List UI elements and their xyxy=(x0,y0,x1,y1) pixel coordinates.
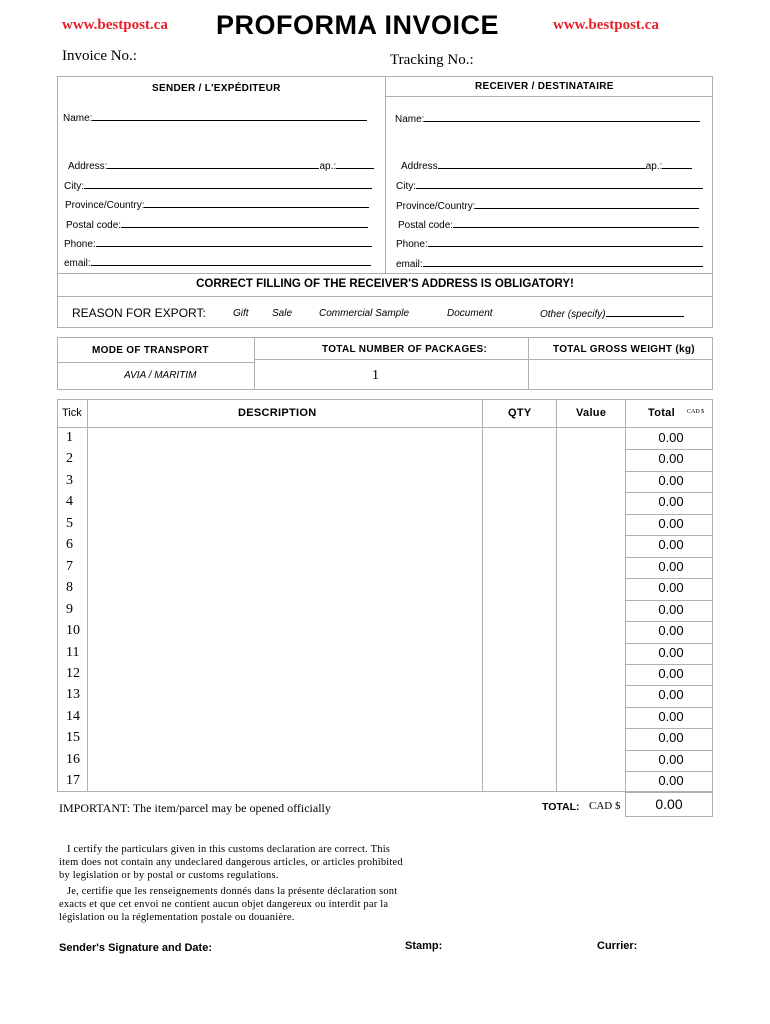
sender-phone-field[interactable] xyxy=(64,238,376,250)
col-header-value: Value xyxy=(576,407,607,419)
row-number: 6 xyxy=(66,537,73,553)
row-number: 12 xyxy=(66,665,80,681)
row-total[interactable]: 0.00 xyxy=(658,751,684,767)
reason-option-other[interactable] xyxy=(540,308,684,320)
row-number: 3 xyxy=(66,472,73,488)
row-number: 13 xyxy=(66,687,80,703)
row-total[interactable]: 0.00 xyxy=(658,665,684,681)
total-packages-value[interactable]: 1 xyxy=(372,368,379,383)
sender-province-label: Province/Country: xyxy=(65,200,145,211)
row-total-line xyxy=(625,600,713,601)
receiver-name-label: Name: xyxy=(395,114,425,125)
row-total[interactable]: 0.00 xyxy=(658,558,684,574)
row-total[interactable]: 0.00 xyxy=(658,623,684,639)
sender-address-label: Address: xyxy=(68,161,108,172)
row-total[interactable]: 0.00 xyxy=(658,537,684,553)
important-note: IMPORTANT: The item/parcel may be opened officially xyxy=(59,801,331,815)
row-total[interactable]: 0.00 xyxy=(658,601,684,617)
sender-phone-label: Phone: xyxy=(64,239,96,250)
row-number: 11 xyxy=(66,644,80,660)
total-packages-label: TOTAL NUMBER OF PACKAGES: xyxy=(322,344,488,355)
grand-total-value[interactable]: 0.00 xyxy=(655,796,683,812)
sender-postal-label: Postal code: xyxy=(66,220,122,231)
sender-city-label: City: xyxy=(64,181,84,192)
receiver-email-label: email: xyxy=(396,259,423,270)
row-number: 17 xyxy=(66,773,80,789)
currier-label[interactable]: Currier: xyxy=(597,940,638,952)
tick-column-line xyxy=(87,399,88,792)
row-total-line xyxy=(625,578,713,579)
row-total-line xyxy=(625,492,713,493)
address-bottom-line xyxy=(57,273,713,274)
sender-name-label: Name: xyxy=(63,113,93,124)
receiver-phone-label: Phone: xyxy=(396,239,428,250)
row-total-line xyxy=(625,771,713,772)
row-total-line xyxy=(625,535,713,536)
row-total[interactable]: 0.00 xyxy=(658,644,684,660)
row-total[interactable]: 0.00 xyxy=(658,773,684,789)
row-total-line xyxy=(625,514,713,515)
receiver-heading-line xyxy=(385,96,713,97)
website-link-right[interactable]: www.bestpost.ca xyxy=(553,17,659,33)
sender-name-field[interactable] xyxy=(63,112,375,124)
sender-heading: SENDER / L'EXPÉDITEUR xyxy=(152,83,281,94)
row-number: 2 xyxy=(66,451,73,467)
receiver-apt-label: ap.: xyxy=(645,161,663,172)
receiver-postal-field[interactable] xyxy=(398,219,708,231)
mode-of-transport-value[interactable]: AVIA / MARITIM xyxy=(124,370,197,381)
receiver-heading: RECEIVER / DESTINATAIRE xyxy=(475,81,614,92)
reason-option-sale[interactable]: Sale xyxy=(272,308,293,319)
receiver-address-field[interactable] xyxy=(401,160,706,172)
row-total-line xyxy=(625,707,713,708)
reason-option-other-label: Other (specify) xyxy=(540,309,606,320)
shipment-divider-1 xyxy=(254,337,255,390)
receiver-postal-label: Postal code: xyxy=(398,220,454,231)
receiver-province-field[interactable] xyxy=(396,200,708,212)
address-divider xyxy=(385,76,386,273)
row-number: 10 xyxy=(66,623,80,639)
row-number: 4 xyxy=(66,494,73,510)
row-number: 15 xyxy=(66,730,80,746)
col-header-total-currency: CAD $ xyxy=(687,409,705,415)
certification-french: Je, certifie que les renseignements donnés dans la présente déclaration sont exacts et que cet envoi ne contient aucun objet dangereux ou interdit par la législation ou la réglementation postale ou douanière. xyxy=(59,886,398,923)
row-number: 9 xyxy=(66,601,73,617)
reason-option-gift[interactable]: Gift xyxy=(233,308,249,319)
row-total[interactable]: 0.00 xyxy=(658,708,684,724)
reason-for-export-label: REASON FOR EXPORT: xyxy=(72,306,206,320)
reason-option-document[interactable]: Document xyxy=(447,308,493,319)
shipment-divider-2 xyxy=(528,337,529,390)
row-total[interactable]: 0.00 xyxy=(658,430,684,445)
receiver-address-label: Address xyxy=(401,161,438,172)
value-column-line xyxy=(625,399,626,792)
sender-email-field[interactable] xyxy=(64,257,376,269)
row-total[interactable]: 0.00 xyxy=(658,730,684,746)
certification-english: I certify the particulars given in this customs declaration are correct. This item does not contain any undeclared dangerous articles, or articles prohibited by legislation or by postal or customs regulations. xyxy=(59,844,403,881)
row-number: 1 xyxy=(66,430,73,445)
row-total[interactable]: 0.00 xyxy=(658,580,684,596)
receiver-city-label: City: xyxy=(396,181,416,192)
row-total-line xyxy=(625,728,713,729)
receiver-name-field[interactable] xyxy=(395,113,707,125)
total-currency: CAD $ xyxy=(589,800,621,812)
row-number: 14 xyxy=(66,708,80,724)
sender-province-field[interactable] xyxy=(65,199,377,211)
row-total[interactable]: 0.00 xyxy=(658,451,684,467)
qty-column-line xyxy=(556,399,557,792)
receiver-city-field[interactable] xyxy=(396,180,708,192)
row-total-line xyxy=(625,664,713,665)
row-number: 8 xyxy=(66,580,73,596)
address-obligatory-notice: CORRECT FILLING OF THE RECEIVER'S ADDRESS IS OBLIGATORY! xyxy=(196,278,574,290)
stamp-label[interactable]: Stamp: xyxy=(405,940,443,952)
sender-address-field[interactable] xyxy=(68,160,380,172)
sender-city-field[interactable] xyxy=(64,180,376,192)
col-header-description: DESCRIPTION xyxy=(238,407,317,419)
row-total-line xyxy=(625,685,713,686)
items-header-line xyxy=(57,427,713,428)
row-number: 16 xyxy=(66,751,80,767)
row-total-line xyxy=(625,449,713,450)
reason-option-commercial-sample[interactable]: Commercial Sample xyxy=(319,308,410,319)
row-total-line xyxy=(625,471,713,472)
shipment-values-line xyxy=(254,359,713,360)
items-table xyxy=(57,399,713,792)
receiver-province-label: Province/Country: xyxy=(396,201,476,212)
row-number: 7 xyxy=(66,558,73,574)
row-total-line xyxy=(625,557,713,558)
row-total[interactable]: 0.00 xyxy=(658,494,684,510)
row-total-line xyxy=(625,750,713,751)
website-link-left[interactable]: www.bestpost.ca xyxy=(62,17,168,33)
row-total[interactable]: 0.00 xyxy=(658,472,684,488)
row-total[interactable]: 0.00 xyxy=(658,687,684,703)
col-header-tick: Tick xyxy=(62,407,82,419)
sender-apt-label: ap.: xyxy=(319,161,337,172)
receiver-email-field[interactable] xyxy=(396,258,708,270)
row-total-line xyxy=(625,621,713,622)
row-total[interactable]: 0.00 xyxy=(658,515,684,531)
sender-signature-label[interactable]: Sender's Signature and Date: xyxy=(59,942,212,954)
description-column-line xyxy=(482,399,483,792)
page-title: PROFORMA INVOICE xyxy=(216,10,500,40)
shipment-mode-line xyxy=(57,362,255,363)
invoice-no-label: Invoice No.: xyxy=(62,48,137,64)
total-weight-label: TOTAL GROSS WEIGHT (kg) xyxy=(553,344,695,355)
sender-email-label: email: xyxy=(64,258,91,269)
sender-postal-field[interactable] xyxy=(66,219,378,231)
notice-bottom-line xyxy=(57,296,713,297)
col-header-total: Total xyxy=(648,407,675,419)
tracking-no-label: Tracking No.: xyxy=(390,52,474,68)
total-label: TOTAL: xyxy=(542,801,580,813)
row-total-line xyxy=(625,643,713,644)
col-header-qty: QTY xyxy=(508,407,532,419)
receiver-phone-field[interactable] xyxy=(396,238,708,250)
mode-of-transport-label: MODE OF TRANSPORT xyxy=(92,345,209,356)
row-number: 5 xyxy=(66,515,73,531)
